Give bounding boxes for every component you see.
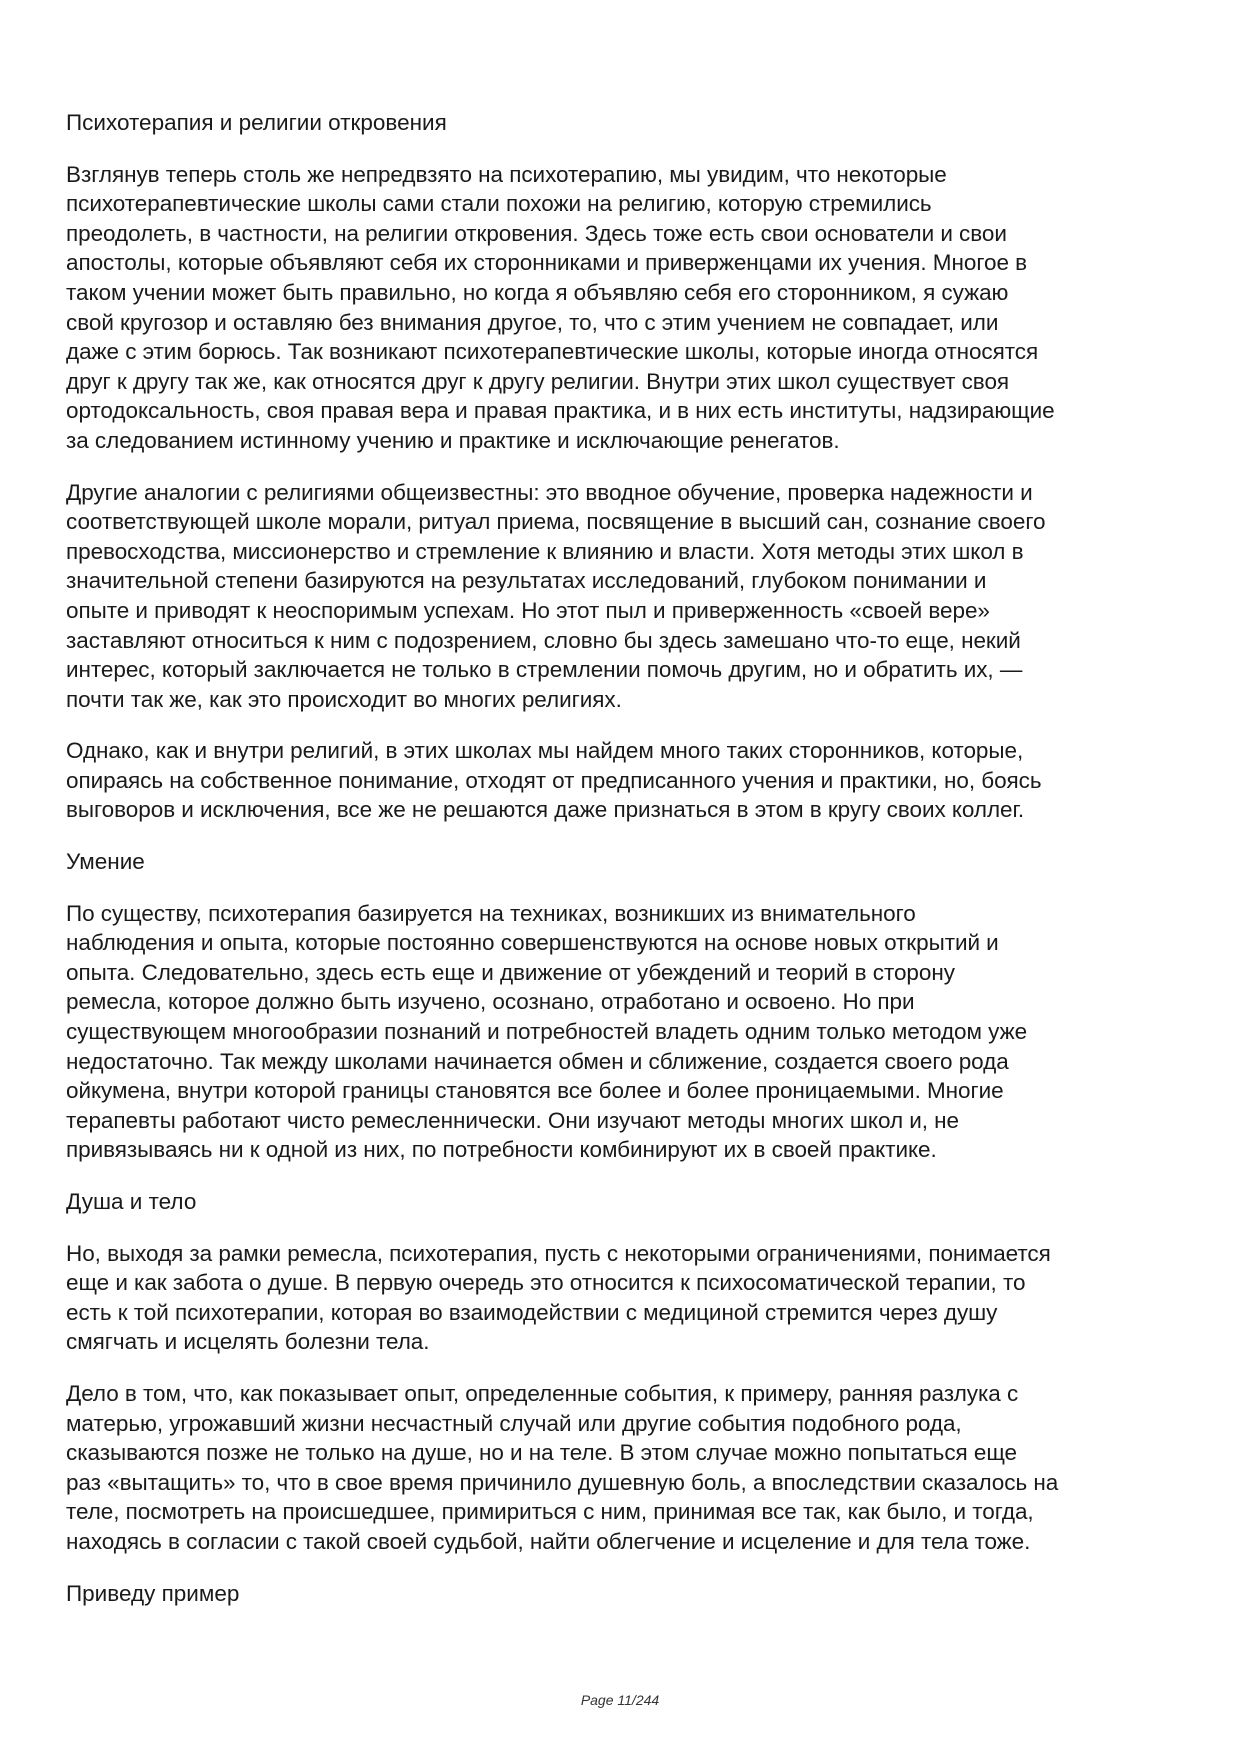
section-example — [66, 1579, 1196, 1609]
section-heading: Психотерапия и религии откровения — [66, 110, 447, 135]
section-heading: Приведу пример — [66, 1580, 240, 1606]
section-skill — [66, 847, 1196, 1165]
paragraph: Однако, как и внутри религий, в этих школах мы найдем много таких сторонников, которые, опираясь на собственное понимание, отходят от предписанного учения и практики, но, боясь выговоров и исключения, все же не решаются даже признаться в этом в кругу своих коллег. — [66, 738, 1042, 823]
paragraph: По существу, психотерапия базируется на техниках, возникших из внимательного наблюдения и опыта, которые постоянно совершенствуются на основе новых открытий и опыта. Следовательно, здесь есть еще и движение от убеждений и теорий в сторону ремесла, которое должно быть изучено, осознано, отработано и освоено. Но при существующем многообразии познаний и потребностей владеть одним только методом уже недостаточно. Так между школами начинается обмен и сближение, создается своего рода ойкумена, внутри которой границы становятся все более и более проницаемыми. Многие терапевты работают чисто ремесленнически. Они изучают методы многих школ и, не привязываясь ни к одной из них, по потребности комбинируют их в своей практике. — [66, 900, 1028, 1163]
section-heading: Умение — [66, 849, 145, 875]
section-heading: Душа и тело — [66, 1189, 197, 1214]
paragraph: Другие аналогии с религиями общеизвестны: это вводное обучение, проверка надежности и соответствующей школе морали, ритуал приема, посвящение в высший сан, сознание своего превосходства, миссионерство и стремление к влиянию и власти. Хотя методы этих школ в значительной степени базируются на результатах исследований, глубоком понимании и опыте и приводят к неоспоримым успехам. Но этот пыл и приверженность «своей вере» заставляют относиться к ним с подозрением, словно бы здесь замешано что-то еще, некий интерес, который заключается не только в стремлении помочь другим, но и обратить их, — почти так же, как это происходит во многих религиях. — [66, 479, 1046, 712]
section-religions — [66, 108, 1196, 825]
document-page — [66, 108, 1196, 1630]
paragraph: Дело в том, что, как показывает опыт, определенные события, к примеру, ранняя разлука с матерью, угрожавший жизни несчастный случай или другие события подобного рода, сказываются позже не только на душе, но и на теле. В этом случае можно попытаться еще раз «вытащить» то, что в свое время причинило душевную боль, а впоследствии сказалось на теле, посмотреть на происшедшее, примириться с ним, принимая все так, как было, и тогда, находясь в согласии с такой своей судьбой, найти облегчение и исцеление и для тела тоже. — [66, 1380, 1059, 1554]
paragraph: Но, выходя за рамки ремесла, психотерапия, пусть с некоторыми ограничениями, понимается еще и как забота о душе. В первую очередь это относится к психосоматической терапии, то есть к той психотерапии, которая во взаимодействии с медициной стремится через душу смягчать и исцелять болезни тела. — [66, 1240, 1051, 1355]
paragraph: Взглянув теперь столь же непредвзято на психотерапию, мы увидим, что некоторые психотерапевтические школы сами стали похожи на религию, которую стремились преодолеть, в частности, на религии откровения. Здесь тоже есть свои основатели и свои апостолы, которые объявляют себя их сторонниками и приверженцами их учения. Многое в таком учении может быть правильно, но когда я объявляю себя его сторонником, я сужаю свой кругозор и оставляю без внимания другое, то, что с этим учением не совпадает, или даже с этим борюсь. Так возникают психотерапевтические школы, которые иногда относятся друг к другу так же, как относятся друг к другу религии. Внутри этих школ существует своя ортодоксальность, своя правая вера и правая практика, и в них есть институты, надзирающие за следованием истинному учению и практике и исключающие ренегатов. — [66, 161, 1055, 453]
page-number: Page 11/244 — [580, 1692, 660, 1708]
section-soul-body — [66, 1187, 1196, 1557]
